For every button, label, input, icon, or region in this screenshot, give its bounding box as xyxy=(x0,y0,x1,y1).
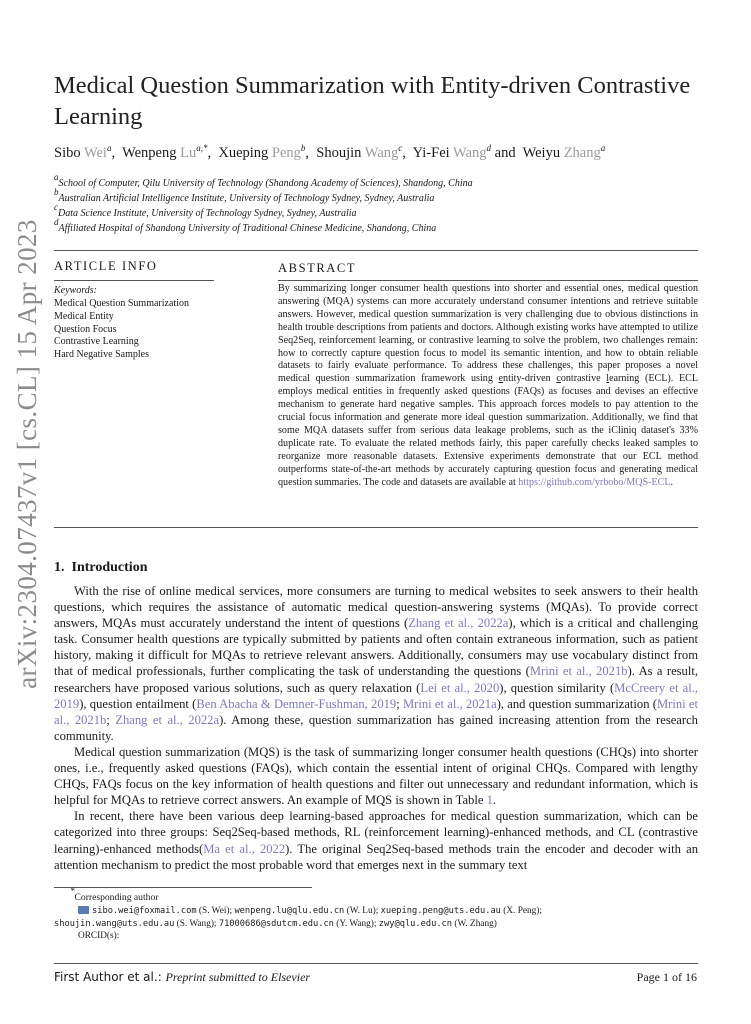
citation-link[interactable]: Mrini et al., 2021b xyxy=(529,664,628,679)
abstract-heading: ABSTRACT xyxy=(278,261,357,275)
affiliation: $^b$Australian Artificial Intelligence Institute, University of Technology Sydney, Sydney, Australia xyxy=(54,187,435,204)
author: Sibo Wei$^a$ xyxy=(54,143,112,161)
author: Wenpeng $Lu^{a,*}$ xyxy=(122,143,208,161)
abstract-text: By summarizing longer consumer health questions into shorter and essential ones, medical question answering (MQA) systems can more accurately understand consumer intentions and retrieve suitable answers. However, medical question summarization is very challenging due to obvious distinctions in health trouble descriptions from patients and doctors. Although existing works have attempted to utilize Seq2Seq, reinforcement learning, or contrastive learning to solve the problem, two challenges remain: how to correctly capture question focus to model its semantic intention, and how to obtain reliable datasets to fairly evaluate performance. To address these challenges, this paper proposes a novel medical question summarization framework using entity-driven contrastive learning (ECL). ECL employs medical entities in frequently asked questions (FAQs) as focuses and devises an effective mechanism to generate hard negative samples. This approach forces models to pay attention to the crucial focus information and generate more ideal question summarization. Additionally, we find that some MQA datasets suffer from serious data leakage problems, such as the iCliniq dataset's 33% duplicate rate. To evaluate the related methods fairly, this paper carefully checks leaked samples to reorganize more reasonable datasets. Extensive experiments demonstrate that our ECL method outperforms state-of-the-art methods by accurately capturing question focus and generating medical question summaries. The code and datasets are available at https://github.com/yrbobo/MQS-ECL. xyxy=(278,283,699,488)
table-ref-link[interactable]: 1 xyxy=(486,793,493,808)
email-icon xyxy=(78,906,89,914)
footnote-corresponding: *Corresponding author xyxy=(70,886,159,903)
section-heading: 1. Introduction xyxy=(54,560,148,575)
keyword: Hard Negative Samples xyxy=(54,349,149,361)
citation-link[interactable]: Zhang et al., 2022a xyxy=(115,712,220,727)
citation-link[interactable]: Ben Abacha & Demner-Fushman, 2019 xyxy=(196,696,397,711)
author: Shoujin Wang$^c$ xyxy=(316,143,403,161)
author: Xueping Peng$^b$ xyxy=(218,143,306,161)
paper-title: Medical Question Summarization with Entity-driven Contrastive Learning xyxy=(54,72,691,130)
footnote-emails: sibo.wei@foxmail.com (S. Wei); wenpeng.lu@qlu.edu.cn (W. Lu); xueping.peng@uts.edu.au (X. Peng); shoujin.wang@uts.edu.au (S. Wang); 71000686@sdutcm.edu.cn (Y. Wang); zwy@qlu.edu.cn (W. Zhang) xyxy=(54,906,542,929)
keyword: Contrastive Learning xyxy=(54,336,139,348)
affiliations xyxy=(54,172,694,236)
footer-running-head: First Author et al.: Preprint submitted to Elsevier xyxy=(54,970,311,984)
keywords-list xyxy=(54,298,189,362)
body-text xyxy=(54,583,698,873)
keyword: Medical Entity xyxy=(54,310,114,322)
article-info-heading: ARTICLE INFO xyxy=(54,259,158,273)
citation-link[interactable]: Zhang et al., 2022a xyxy=(408,616,509,631)
affiliation: $^c$Data Science Institute, University of Technology Sydney, Sydney, Australia xyxy=(54,202,357,219)
citation-link[interactable]: Lei et al., 2020 xyxy=(420,680,500,695)
affiliation: $^d$Affiliated Hospital of Shandong University of Traditional Chinese Medicine, Shandong, China xyxy=(54,217,437,234)
keywords-label: Keywords: xyxy=(54,285,97,296)
author-list: Sibo Wei$^a$, Wenpeng $Lu^{a,*}$, Xueping Peng$^b$, Shoujin Wang$^c$, Yi-Fei Wang$^d$ and Weiyu Zhang$^a$ xyxy=(54,143,606,161)
footnote-divider xyxy=(54,887,312,888)
page-number: Page 1 of 16 xyxy=(636,970,697,984)
arxiv-watermark: arXiv:2304.07437v1 [cs.CL] 15 Apr 2023 xyxy=(12,219,42,689)
footer-divider xyxy=(54,963,698,964)
citation-link[interactable]: Mrini et al., 2021a xyxy=(402,696,497,711)
author: Weiyu Zhang$^a$ xyxy=(522,143,606,161)
abstract-bottom-divider xyxy=(54,527,698,528)
citation-link[interactable]: Mrini et al., 2021b xyxy=(54,696,698,727)
header-divider xyxy=(54,250,698,251)
abstract-divider xyxy=(278,280,698,281)
keyword: Question Focus xyxy=(54,323,117,335)
paragraph: Medical question summarization (MQS) is the task of summarizing longer consumer health questions (CHQs) into shorter ones, i.e., frequently asked questions (FAQs), which contain the essential intent of original CHQs. Compared with lengthy CHQs, FAQs focus on the key information of health questions and filter out unnecessary and redundant information, which is helpful for MQAs to retrieve correct answers. An example of MQS is shown in Table 1. xyxy=(54,744,698,808)
code-link[interactable]: https://github.com/yrbobo/MQS-ECL xyxy=(518,476,671,488)
citation-link[interactable]: McCreery et al., 2019 xyxy=(54,680,698,711)
article-info-divider xyxy=(54,280,214,281)
paragraph: With the rise of online medical services, more consumers are turning to medical websites to seek answers to their health questions, which requires the assistance of automatic medical question-answering systems (MQAs). To provide correct answers, MQAs must accurately understand the intent of questions (Zhang et al., 2022a), which is a critical and challenging task. Consumer health questions are typically submitted by patients and often contain extraneous information, such as patient history, making it difficult for MQAs to retrieve relevant answers. Additionally, consumers may use vocabulary distinct from that of medical professionals, further complicating the task of understanding the questions (Mrini et al., 2021b). As a result, researchers have proposed various solutions, such as query relaxation (Lei et al., 2020), question similarity (McCreery et al., 2019), question entailment (Ben Abacha & Demner-Fushman, 2019; Mrini et al., 2021a), and question summarization (Mrini et al., 2021b; Zhang et al., 2022a). Among these, question summarization has gained increasing attention from the research community. xyxy=(54,584,698,743)
orcid-label: ORCID(s): xyxy=(78,931,120,941)
keyword: Medical Question Summarization xyxy=(54,298,189,309)
citation-link[interactable]: Ma et al., 2022 xyxy=(203,841,286,856)
author: Yi-Fei Wang$^d$ xyxy=(412,143,492,161)
affiliation: $^a$School of Computer, Qilu University of Technology (Shandong Academy of Sciences), Shandong, China xyxy=(54,172,473,189)
paragraph: In recent, there have been various deep learning-based approaches for medical question summarization, which can be categorized into three groups: Seq2Seq-based methods, RL (reinforcement learning)-enhanced methods, and CL (contrastive learning)-enhanced methods(Ma et al., 2022). The original Seq2Seq-based methods train the encoder and decoder with an attention mechanism to predict the most probable word that emerges next in the summary text xyxy=(54,809,698,872)
